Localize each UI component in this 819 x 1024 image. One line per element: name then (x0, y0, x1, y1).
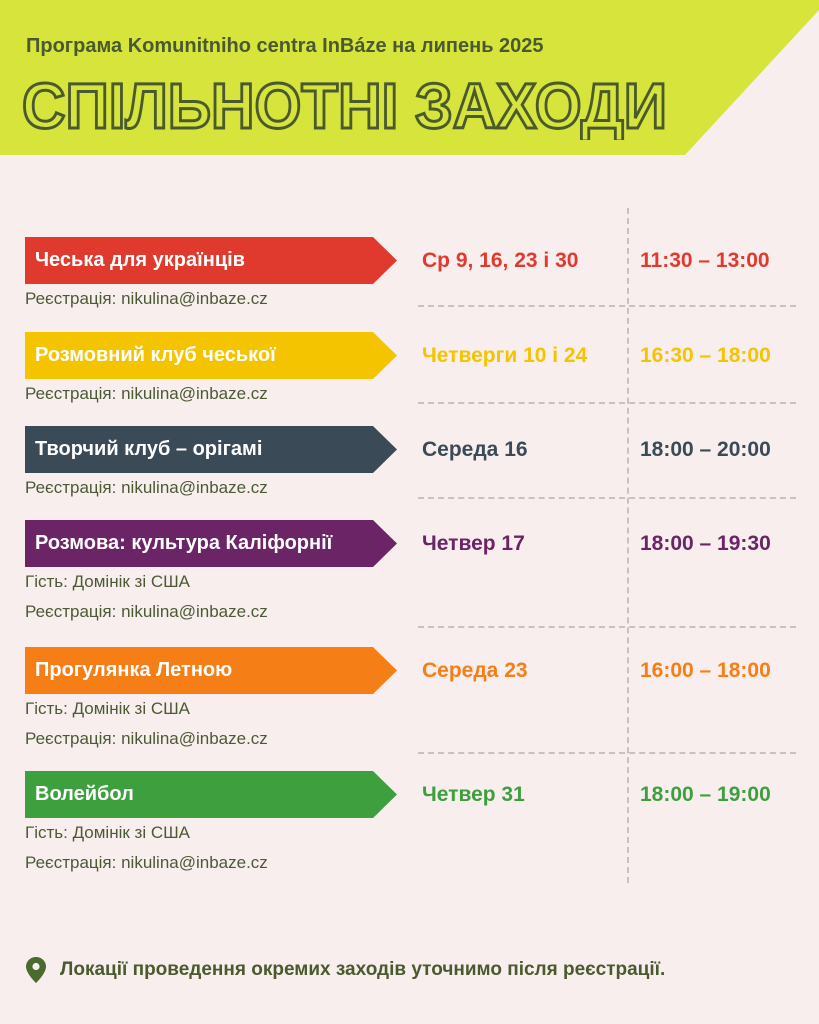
event-guest: Гість: Домінік зі США (25, 572, 191, 591)
event-czech-conversation-club (25, 332, 805, 409)
event-time: 11:30 – 13:00 (640, 249, 770, 272)
event-letna-walk (25, 647, 805, 754)
event-time: 18:00 – 20:00 (640, 438, 771, 461)
event-date: Четвер 31 (422, 783, 525, 806)
event-time: 16:00 – 18:00 (640, 659, 771, 682)
event-guest: Гість: Домінік зі США (25, 823, 191, 842)
event-registration: Реєстрація: nikulina@inbaze.cz (25, 478, 268, 497)
event-title: Розмовний клуб чеської (35, 344, 276, 366)
event-guest: Гість: Домінік зі США (25, 699, 191, 718)
footer-note (26, 955, 665, 985)
event-registration: Реєстрація: nikulina@inbaze.cz (25, 853, 268, 872)
event-title: Творчий клуб – орігамі (35, 438, 263, 460)
event-date: Ср 9, 16, 23 і 30 (422, 249, 579, 272)
page-subtitle: Програма Komunitniho centra InBáze на липень 2025 (26, 35, 544, 57)
event-tag (25, 332, 397, 379)
page-title-graphic (18, 58, 698, 140)
event-tag (25, 771, 397, 818)
event-origami-club (25, 426, 805, 503)
event-tag (25, 426, 397, 473)
footer-text: Локації проведення окремих заходів уточнимо після реєстрації. (60, 959, 666, 980)
event-date: Середа 23 (422, 659, 528, 682)
event-czech-for-ukrainians (25, 237, 805, 314)
event-title: Чеська для українців (35, 249, 245, 271)
event-registration: Реєстрація: nikulina@inbaze.cz (25, 289, 268, 308)
event-registration: Реєстрація: nikulina@inbaze.cz (25, 729, 268, 748)
header (0, 0, 819, 155)
event-title: Розмова: культура Каліфорнії (35, 532, 333, 554)
location-pin-icon (26, 957, 46, 983)
event-volleyball (25, 771, 805, 878)
event-time: 18:00 – 19:30 (640, 532, 771, 555)
event-date: Четверги 10 і 24 (422, 344, 588, 367)
event-date: Середа 16 (422, 438, 528, 461)
event-tag (25, 237, 397, 284)
page-title: СПІЛЬНОТНІ ЗАХОДИ (22, 70, 667, 140)
event-california-culture-talk (25, 520, 805, 627)
event-time: 18:00 – 19:00 (640, 783, 771, 806)
event-title: Прогулянка Летною (35, 659, 233, 681)
event-tag (25, 647, 397, 694)
event-tag (25, 520, 397, 567)
event-title: Волейбол (35, 783, 134, 805)
event-registration: Реєстрація: nikulina@inbaze.cz (25, 602, 268, 621)
event-date: Четвер 17 (422, 532, 525, 555)
event-registration: Реєстрація: nikulina@inbaze.cz (25, 384, 268, 403)
event-time: 16:30 – 18:00 (640, 344, 771, 367)
